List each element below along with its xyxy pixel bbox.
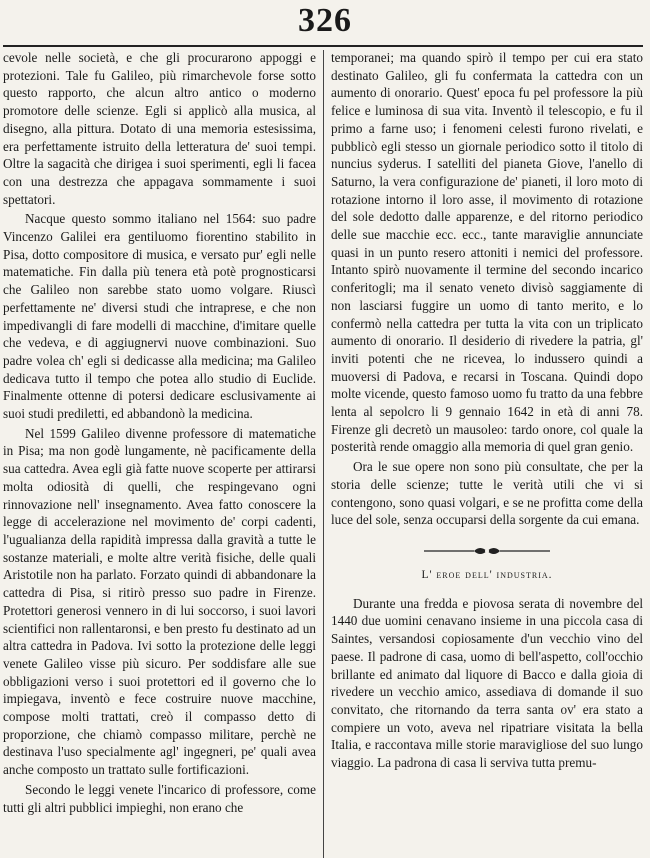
paragraph: Ora le sue opere non sono più consultate, che per la storia delle scienze; tutte le verità utili che vi si contengono, sono quasi volgari, e se ne profitta come della luce del sole, senza occuparsi della sorgente da cui emana. bbox=[331, 459, 643, 528]
section-title: L' eroe dell' industria. bbox=[421, 568, 553, 581]
paragraph: Durante una fredda e piovosa serata di novembre del 1440 due uomini cenavano insieme in una piccola casa di Saintes, versandosi copiosamente d'un vecchio vino del paese. Il padrone di casa, uomo di bell'aspetto, coll'occhio brillante ed animato dal liquore di Bacco e dalla gioia di rivedere un vecchio amico, assediava di domande il suo convitato, che ritornando da terra santa ov' era stato a compiere un voto, aveva nel ripatriare visitata la bella Italia, e raccontava mille storie maravigliose del suo lungo viaggio. La padrona di casa li serviva tutta premu- bbox=[331, 595, 643, 771]
paragraph: Nel 1599 Galileo divenne professore di matematiche in Pisa; ma non godè lungamente, nè pacificamente della sua cattedra. Avea egli già fatte nuove scoperte per attirarsi molta odiosità di quelli, che respingevano ogni rinnovazione nell' insegnamento. Avea fatto conoscere la legge di accelerazione nel movimento de' corpi cadenti, l'ugualianza della rapidità impressa dalla gravità a tutte le sostanze materiali, e molte altre verità fisiche, delle quali Aristotile non ha parlato. Forzato quindi di abbandonare la cattedra di Pisa, si ritirò presso suo padre in Firenze. Protettori generosi vennero in di lui soccorso, i suoi lavori scientifici non rallentaronsi, e ben presto fu destinato ad un altra cattedra in Padova. Ivi sotto la protezione delle leggi venete Galileo visse più sicuro. Per soddisfare alle sue obbligazioni verso i suoi protettori ed il governo che lo impiegava, inventò e fece costruire nuove macchine, compose molti trattati, creò il compasso detto di proporzione, che chiamò compasso militare, perchè ne destinava l'uso specialmente agl' ingegneri, pe' quali avea anche composto un trattato sulle fortificazioni. bbox=[3, 425, 316, 778]
header-rule bbox=[3, 45, 643, 47]
paragraph: Secondo le leggi venete l'incarico di professore, come tutti gli altri pubblici impieghi, non erano che bbox=[3, 781, 316, 815]
page-number: 326 bbox=[298, 2, 352, 39]
paragraph: cevole nelle società, e che gli procurarono appoggi e protezioni. Tale fu Galileo, più rimarchevole forse sotto questo rapporto, che alcun altro antico o moderno promotore delle scienze. Egli si applicò alla musica, al disegno, alla pittura. Dotato di una memoria estesissima, era perfettamente istruito della letteratura de' suoi tempi. Oltre la sagacità che dirigea i suoi sperimenti, egli li facea con una destrezza che appagava sommamente i suoi spettatori. bbox=[3, 50, 316, 207]
left-column bbox=[3, 49, 316, 818]
right-column bbox=[331, 49, 643, 774]
decorative-rule-ornament bbox=[422, 543, 552, 559]
paragraph: Nacque questo sommo italiano nel 1564: suo padre Vincenzo Galilei era gentiluomo fiorentino stabilito in Pisa, dotto compositore di musica, e versato pur' egli nelle matematiche. Fin dalla più tenera età potè prognosticarsi che Galileo non sarebbe stato uomo volgare. Riuscì perfettamente ne' diversi studi che intraprese, e che non impedivangli di fare modelli di macchine, d'imitare quelle che vedeva, e di aggiugnervi nuove combinazioni. Suo padre volea ch' egli si dedicasse alla medicina; ma Galileo dedicava tutto il tempo che potea allo studio di Euclide. Finalmente ottenne di potersi dedicare esclusivamente ai suoi studi prediletti, ed abbandonò la medicina. bbox=[3, 211, 316, 422]
column-divider bbox=[323, 50, 324, 858]
paragraph: temporanei; ma quando spirò il tempo per cui era stato destinato Galileo, gli fu confermata la cattedra con un aumento di onorario. Quest' epoca fu pel professore la più felice e luminosa di sua vita. Inventò il telescopio, e fu il primo a farne uso; i fenomeni celesti furono rivelati, e pubblicò egli stesso un giornale periodico sotto il titolo di nuncius syderus. I satelliti del pianeta Giove, l'anello di Saturno, la vera configurazione de' pianeti, il loro moto di rotazione intorno il loro asse, il movimento di rotazione del sole dedotto dalle apparenze, e del ritorno periodico delle sue macchie ecc. ecc., tante maraviglie annunciate quasi in un punto resero attoniti i nemici del professore. Intanto spirò nuovamente il termine del secondo incarico conferitogli; ma il senato veneto divisò saggiamente di non lasciarsi fuggire un uomo di tanto merito, e lo confermò nella cattedra per tutta la vita con un triplicato aumento di onorario. Il desiderio di rivedere la patria, gl' inviti potenti che ne riceveа, lo indussero quindi a muoversi di Padova, e recarsi in Toscana. Quindi dopo molte vicende, questo famoso uomo fu tratto da una febbre lenta al sepolcro li 9 gennaio 1642 in età di anni 78. Firenze gli decretò un mausoleo: tardo onore, col quale la posterità rende omaggio alla memoria di quel gran genio. bbox=[331, 50, 643, 455]
